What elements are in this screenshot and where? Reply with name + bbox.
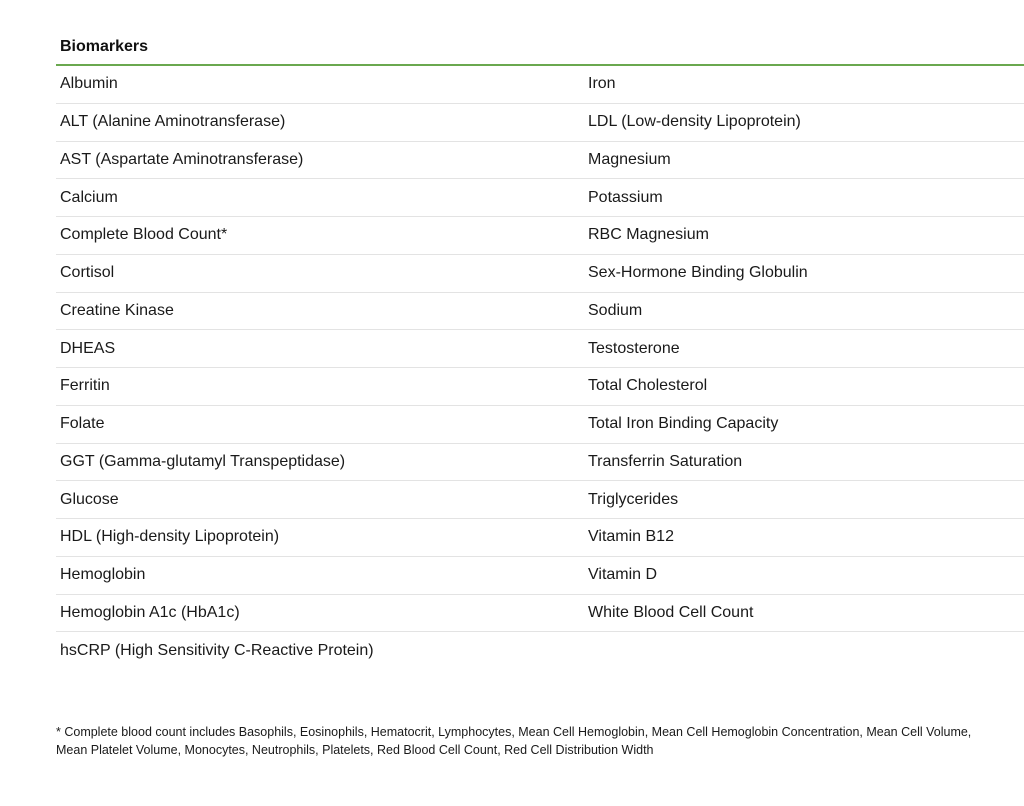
biomarker-cell-right: Potassium	[588, 188, 663, 206]
table-header	[56, 30, 1024, 66]
biomarker-cell-left: GGT (Gamma-glutamyl Transpeptidase)	[60, 452, 346, 470]
table-row	[56, 519, 1024, 557]
table-row	[56, 368, 1024, 406]
table-row	[56, 595, 1024, 633]
biomarker-cell-right: Triglycerides	[588, 490, 679, 508]
table-row	[56, 104, 1024, 142]
table-row	[56, 142, 1024, 180]
biomarker-cell-left: hsCRP (High Sensitivity C-Reactive Protein)	[60, 642, 374, 660]
biomarker-cell-right: Sex-Hormone Binding Globulin	[588, 264, 808, 282]
biomarker-cell-right: Total Iron Binding Capacity	[588, 415, 779, 433]
table-row	[56, 406, 1024, 444]
table-row	[56, 66, 1024, 104]
biomarker-cell-right: Vitamin B12	[588, 528, 674, 546]
biomarker-cell-left: Folate	[60, 415, 105, 433]
biomarker-cell-left: Ferritin	[60, 377, 110, 395]
table-row	[56, 255, 1024, 293]
biomarker-cell-left: Cortisol	[60, 264, 115, 282]
biomarker-cell-left: ALT (Alanine Aminotransferase)	[60, 113, 286, 131]
table-row	[56, 330, 1024, 368]
biomarker-cell-right: White Blood Cell Count	[588, 603, 754, 621]
biomarker-cell-right: LDL (Low-density Lipoprotein)	[588, 113, 801, 131]
biomarker-cell-right: Transferrin Saturation	[588, 452, 743, 470]
table-row	[56, 632, 1024, 670]
table-header-label: Biomarkers	[60, 38, 149, 55]
table-body	[56, 66, 1024, 670]
biomarker-cell-left: Complete Blood Count*	[60, 226, 228, 244]
biomarker-cell-right: RBC Magnesium	[588, 226, 709, 244]
biomarker-cell-right: Sodium	[588, 301, 643, 319]
biomarkers-table	[56, 30, 1024, 670]
biomarker-cell-left: Calcium	[60, 188, 118, 206]
table-row	[56, 179, 1024, 217]
biomarker-cell-left: DHEAS	[60, 339, 116, 357]
table-row	[56, 557, 1024, 595]
biomarker-cell-right: Total Cholesterol	[588, 377, 708, 395]
biomarker-cell-right: Testosterone	[588, 339, 680, 357]
biomarker-cell-right: Magnesium	[588, 150, 671, 168]
table-row	[56, 444, 1024, 482]
biomarker-cell-right: Vitamin D	[588, 566, 658, 584]
biomarker-cell-left: Hemoglobin A1c (HbA1c)	[60, 603, 240, 621]
table-row	[56, 293, 1024, 331]
table-row	[56, 217, 1024, 255]
biomarker-cell-left: Hemoglobin	[60, 566, 146, 584]
biomarker-cell-left: Creatine Kinase	[60, 301, 174, 319]
biomarker-cell-left: Glucose	[60, 490, 119, 508]
biomarker-cell-right: Iron	[588, 75, 616, 93]
biomarker-cell-left: Albumin	[60, 75, 118, 93]
biomarker-cell-left: HDL (High-density Lipoprotein)	[60, 528, 280, 546]
table-row	[56, 481, 1024, 519]
biomarker-cell-left: AST (Aspartate Aminotransferase)	[60, 150, 304, 168]
footnote: * Complete blood count includes Basophils, Eosinophils, Hematocrit, Lymphocytes, Mean Cell Hemoglobin, Mean Cell Hemoglobin Concentration, Mean Cell Volume, Mean Platelet Volume, Monocytes, Neutrophils, Platelets, Red Blood Cell Count, Red Cell Distribution Width	[56, 725, 972, 757]
biomarker-cell-right	[584, 632, 1024, 670]
